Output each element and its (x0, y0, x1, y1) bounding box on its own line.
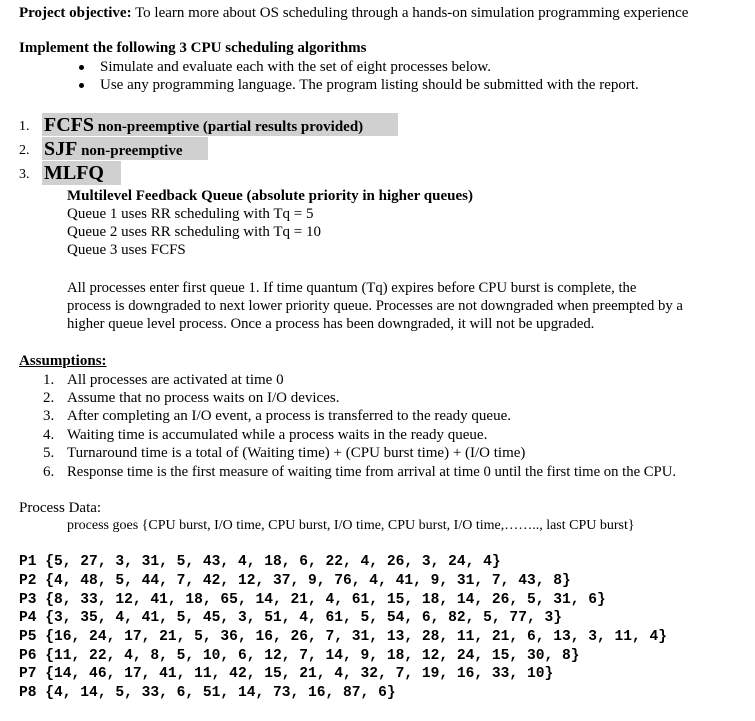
implement-heading: Implement the following 3 CPU scheduling algorithms (19, 40, 367, 56)
assumption-text: Waiting time is accumulated while a process waits in the ready queue. (67, 427, 488, 443)
process-row-p3: P3 {8, 33, 12, 41, 18, 65, 14, 21, 4, 61, 15, 18, 14, 26, 5, 31, 6} (19, 592, 606, 608)
assumption-num: 3. (43, 408, 55, 424)
process-row-p4: P4 {3, 35, 4, 41, 5, 45, 3, 51, 4, 61, 5, 54, 6, 82, 5, 77, 3} (19, 610, 562, 626)
process-row-p5: P5 {16, 24, 17, 21, 5, 36, 16, 26, 7, 31, 13, 28, 11, 21, 6, 13, 3, 11, 4} (19, 629, 668, 645)
algo-desc: non-preemptive (81, 143, 183, 159)
algo-name: MLFQ (44, 162, 104, 184)
bullet-icon (79, 83, 84, 88)
assumption-num: 5. (43, 445, 55, 461)
process-row-p6: P6 {11, 22, 4, 8, 5, 10, 6, 12, 7, 14, 9, 18, 12, 24, 15, 30, 8} (19, 648, 580, 664)
process-data-format: process goes {CPU burst, I/O time, CPU burst, I/O time, CPU burst, I/O time,…….., last CPU burst} (67, 518, 635, 533)
algo-name: FCFS (44, 114, 94, 136)
assumption-text: Response time is the first measure of waiting time from arrival at time 0 until the first time on the CPU. (67, 464, 677, 480)
assumption-num: 1. (43, 372, 55, 388)
implement-bullet-2: Use any programming language. The program listing should be submitted with the report. (100, 77, 639, 93)
process-row-p2: P2 {4, 48, 5, 44, 7, 42, 12, 37, 9, 76, 4, 41, 9, 31, 7, 43, 8} (19, 573, 571, 589)
objective-label: Project objective: (19, 5, 132, 21)
mlfq-queue-3: Queue 3 uses FCFS (67, 242, 186, 258)
algo-num-3: 3. (19, 167, 30, 182)
assumption-text: Turnaround time is a total of (Waiting time) + (CPU burst time) + (I/O time) (67, 445, 526, 461)
assumption-text: All processes are activated at time 0 (67, 372, 284, 388)
mlfq-queue-2: Queue 2 uses RR scheduling with Tq = 10 (67, 224, 321, 240)
algo-num-1: 1. (19, 119, 30, 134)
assumption-num: 2. (43, 390, 55, 406)
bullet-icon (79, 65, 84, 70)
objective-line (19, 4, 688, 22)
algo-mlfq (44, 162, 104, 186)
assumption-text: Assume that no process waits on I/O devices. (67, 390, 340, 406)
process-data-heading: Process Data: (19, 500, 102, 516)
mlfq-heading: Multilevel Feedback Queue (absolute priority in higher queues) (67, 188, 473, 204)
assumption-num: 4. (43, 427, 55, 443)
process-row-p7: P7 {14, 46, 17, 41, 11, 42, 15, 21, 4, 32, 7, 19, 16, 33, 10} (19, 666, 554, 682)
process-row-p1: P1 {5, 27, 3, 31, 5, 43, 4, 18, 6, 22, 4, 26, 3, 24, 4} (19, 554, 501, 570)
objective-text: To learn more about OS scheduling through a hands-on simulation programming experience (135, 5, 689, 21)
mlfq-para-line-2: process is downgraded to next lower priority queue. Processes are not downgraded when preempted by a (67, 298, 683, 314)
assumption-num: 6. (43, 464, 55, 480)
algo-sjf (44, 138, 182, 162)
assumption-text: After completing an I/O event, a process is transferred to the ready queue. (67, 408, 511, 424)
algo-name: SJF (44, 138, 78, 160)
implement-bullet-1: Simulate and evaluate each with the set of eight processes below. (100, 59, 491, 75)
algo-num-2: 2. (19, 143, 30, 158)
mlfq-para-line-1: All processes enter first queue 1. If time quantum (Tq) expires before CPU burst is complete, the (67, 280, 637, 296)
mlfq-queue-1: Queue 1 uses RR scheduling with Tq = 5 (67, 206, 314, 222)
assumptions-heading: Assumptions: (19, 353, 107, 369)
process-row-p8: P8 {4, 14, 5, 33, 6, 51, 14, 73, 16, 87, 6} (19, 685, 396, 701)
algo-fcfs (44, 114, 363, 138)
mlfq-para-line-3: higher queue level process. Once a process has been downgraded, it will not be upgraded. (67, 316, 595, 332)
algo-desc: non-preemptive (partial results provided) (97, 119, 364, 135)
